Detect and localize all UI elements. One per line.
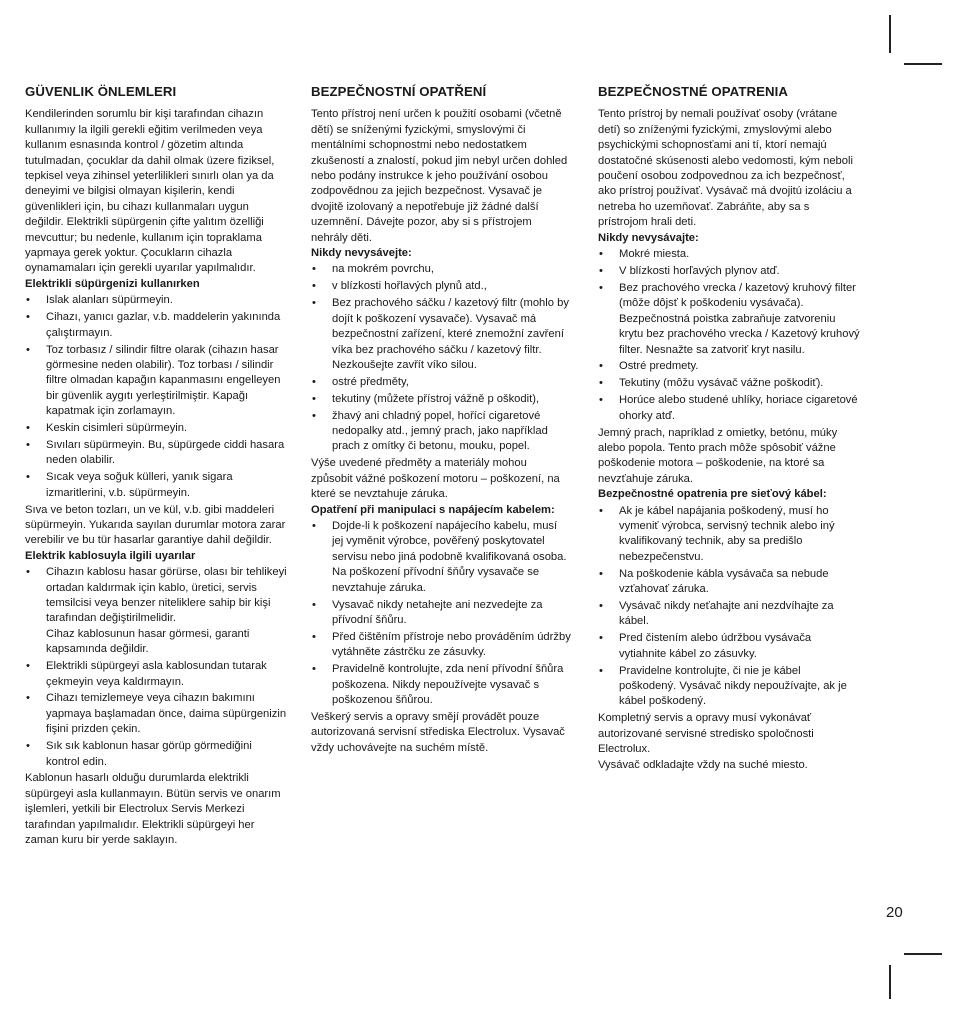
list-item-text: • Dojde-li k poškození napájecího kabelu, musí jej vyměnit výrobce, pověřený poskytovatel servisu nebo jiná podobně kvalifikovaná osoba. [332, 519, 567, 563]
list-item [25, 438, 287, 469]
list-item-text: • Mokré miesta. [619, 248, 690, 261]
paragraph: Sıva ve beton tozları, un ve kül, v.b. gibi maddeleri süpürmeyin. Yukarıda sayılan durumlar motora zarar verebilir ve bu tür hasarlar garantiye dahil değildir. [25, 503, 286, 547]
paragraph: Výše uvedené předměty a materiály mohou způsobit vážné poškození motoru – poškození, na které se nevztahuje záruka. [311, 457, 560, 501]
paragraph: Jemný prach, napríklad z omietky, betónu, múky alebo popola. Tento prach môže spôsobiť vážne poškodenie motora – poškodenie, na ktoré sa nevzťahuje záruka. [598, 426, 838, 485]
paragraph: Tento prístroj by nemali používať osoby (vrátane detí) so zníženými fyzickými, zmyslovými alebo psychickými schopnosťami ani tí, ktorí nemajú dostatočné skúsenosti alebo vedomosti, kým neboli poučení osobou zodpovednou za ich bezpečnosť, ako prístroj používať. Vysávač má dvojitú izoláciu a netreba ho uzemňovať. Zabráňte, aby sa s prístrojom hrali deti. [598, 108, 853, 229]
list-item-text: • žhavý ani chladný popel, hořící cigaretové nedopalky atd., jemný prach, jako například prach z omítky či betonu, mouku, popel. [332, 409, 548, 453]
list-item-text: • Vysávač nikdy neťahajte ani nezdvíhajte za kábel. [619, 600, 834, 628]
list-item-text: • Pred čistením alebo údržbou vysávača vytiahnite kábel zo zásuvky. [619, 632, 812, 660]
list-item-text: Cihaz kablosunun hasar görmesi, garanti kapsamında değildir. [46, 627, 250, 656]
list-item [311, 262, 571, 277]
list-item-text: • tekutiny (můžete přístroj vážně p oškodit), [332, 392, 540, 405]
bullet-list [311, 262, 571, 454]
list-item [311, 279, 571, 294]
subheading: Nikdy nevysávejte: [311, 247, 412, 260]
list-item [311, 519, 571, 596]
list-item [598, 264, 860, 279]
bullet-list [598, 247, 860, 424]
list-item-text: • Ak je kábel napájania poškodený, musí ho vymeniť výrobca, servisný technik alebo iný kvalifikovaný technik, aby sa predišlo nebezpečenstvu. [619, 504, 835, 563]
subheading: Elektrikli süpürgenizi kullanırken [25, 277, 200, 290]
list-item-text: • Vysavač nikdy netahejte ani nezvedejte za přívodní šňůru. [332, 598, 543, 626]
paragraph: Vysávač odkladajte vždy na suché miesto. [598, 758, 808, 771]
list-item [311, 662, 571, 708]
bullet-list [311, 519, 571, 708]
list-item [25, 565, 287, 657]
list-item [25, 691, 287, 737]
section-title: BEZPEČNOSTNÉ OPATRENIA [598, 84, 789, 99]
list-item [311, 630, 571, 661]
list-item-text: • Tekutiny (môžu vysávač vážne poškodiť). [619, 377, 824, 390]
list-item [311, 598, 571, 629]
list-item [311, 296, 571, 373]
crop-mark-top-horizontal [904, 63, 942, 65]
list-item [598, 567, 860, 598]
subheading: Elektrik kablosuyla ilgili uyarılar [25, 549, 196, 562]
list-item-text: Nezkoušejte zavřít víko silou. [332, 358, 477, 371]
list-item [598, 376, 860, 391]
list-item [25, 293, 287, 308]
list-item [598, 359, 860, 374]
subheading: Opatření při manipulaci s napájecím kabelem: [311, 503, 555, 516]
list-item-text: • Sık sık kablonun hasar görüp görmediğini kontrol edin. [46, 740, 252, 768]
list-item [598, 599, 860, 630]
list-item-text: Na poškození přívodní šňůry vysavače se nevztahuje záruka. [332, 566, 540, 594]
list-item-text: • Islak alanları süpürmeyin. [46, 294, 173, 307]
section-title: GÜVENLIK ÖNLEMLERI [25, 84, 177, 99]
bullet-list [598, 504, 860, 710]
list-item-text: • Cihazı, yanıcı gazlar, v.b. maddelerin yakınında çalıştırmayın. [46, 311, 281, 339]
list-item [598, 664, 860, 710]
section-title: BEZPEČNOSTNÍ OPATŘENÍ [311, 84, 487, 99]
list-item-text: • Cihazı temizlemeye veya cihazın bakımını yapmaya başlamadan önce, daima süpürgenizin fişini prizden çekin. [46, 692, 287, 736]
bullet-list [25, 293, 287, 501]
list-item-text: • Elektrikli süpürgeyi asla kablosundan tutarak çekmeyin veya kaldırmayın. [46, 660, 267, 688]
list-item-text: • Toz torbasız / silindir filtre olarak (cihazın hasar görmesine neden olabilir). Toz torbası / silindir filtre olmadan kapağın kapanmasını engelleyen bir güvenlik aygıtı yerleştirilmiştir. Kapağı kapatmak için zorlamayın. [46, 343, 281, 418]
list-item-text: • Bez prachového vrecka / kazetový kruhový filter (môže dôjsť k poškodeniu vysávača). Bezpečnostná poistka zabraňuje zatvoreniu krytu bez prachového vrecka / Kazetový kruhový filter. Nesnažte sa zatvoriť kryt nasilu. [619, 281, 860, 356]
list-item [25, 739, 287, 770]
column-turkish [25, 84, 287, 849]
crop-mark-top-vertical [889, 15, 891, 53]
list-item-text: • Bez prachového sáčku / kazetový filtr (mohlo by dojít k poškození vysavače). Vysavač má bezpečnostní zařízení, které znemožní zavření víka bez prachového sáčku / kazetový filtr. [332, 297, 569, 356]
list-item [25, 310, 287, 341]
list-item-text: • Sıcak veya soğuk külleri, yanık sigara izmaritlerini, v.b. süpürmeyin. [46, 471, 233, 499]
list-item [598, 281, 860, 358]
list-item [311, 375, 571, 390]
list-item-text: • na mokrém povrchu, [332, 263, 434, 276]
list-item [25, 470, 287, 501]
list-item-text: • Na poškodenie kábla vysávača sa nebude vzťahovať záruka. [619, 567, 829, 596]
list-item-text: • Pravidelně kontrolujte, zda není přívodní šňůra poškozena. Nikdy nepoužívejte vysavač s poškozenou šňůrou. [332, 663, 564, 706]
subheading: Bezpečnostné opatrenia pre sieťový kábel: [598, 488, 827, 501]
list-item-text: • Keskin cisimleri süpürmeyin. [46, 422, 188, 435]
crop-mark-bottom-vertical [889, 965, 891, 999]
list-item-text: • Pravidelne kontrolujte, či nie je kábel poškodený. Vysávač nikdy nepoužívajte, ak je kábel poškodený. [619, 664, 847, 708]
list-item [598, 631, 860, 662]
subheading: Nikdy nevysávajte: [598, 231, 699, 244]
list-item-text: • v blízkosti hořlavých plynů atd., [332, 280, 487, 293]
paragraph: Veškerý servis a opravy smějí provádět pouze autorizovaná servisní střediska Electrolux. Vysavač vždy uchovávejte na suchém místě. [311, 710, 565, 754]
list-item [25, 421, 287, 436]
list-item [25, 659, 287, 690]
paragraph: Kablonun hasarlı olduğu durumlarda elektrikli süpürgeyi asla kullanmayın. Bütün servis ve onarım işlemleri, yetkili bir Electrolux Servis Merkezi tarafından yapılmalıdır. Elektrikli süpürgeyi her zaman kuru bir yerde saklayın. [25, 772, 281, 847]
crop-mark-bottom-horizontal [904, 953, 942, 955]
list-item-text: • ostré předměty, [332, 375, 409, 388]
list-item [598, 247, 860, 262]
list-item-text: • Sıvıları süpürmeyin. Bu, süpürgede ciddi hasara neden olabilir. [46, 438, 285, 467]
list-item-text: • Ostré predmety. [619, 360, 699, 373]
paragraph: Tento přístroj není určen k použití osobami (včetně dětí) se sníženými fyzickými, smyslovými či mentálními schopnostmi nebo nedostatkem zkušeností a znalostí, pokud jim nebyl určen dohled nebo podány instrukce k jeho používání osobou zodpovědnou za jejich bezpečnost. Vysavač je dvojitě izolovaný a nepotřebuje již žádné další uzemnění. Dávejte pozor, aby si s přístrojem nehrály děti. [311, 108, 568, 244]
paragraph: Kompletný servis a opravy musí vykonávať autorizované servisné stredisko spoločnosti Electrolux. [598, 712, 814, 756]
list-item [311, 409, 571, 455]
list-item [598, 393, 860, 424]
list-item [311, 392, 571, 407]
list-item-text: • Před čištěním přístroje nebo prováděním údržby vytáhněte zástrčku ze zásuvky. [332, 630, 571, 659]
page-number: 20 [886, 904, 903, 921]
column-czech [311, 84, 571, 756]
list-item-text: • Cihazın kablosu hasar görürse, olası bir tehlikeyi ortadan kaldırmak için kablo, üretici, servis temsilcisi veya benzer niteliklere sahip bir kişi tarafından değiştirilmelidir. [46, 566, 287, 625]
column-slovak [598, 84, 860, 773]
list-item [598, 504, 860, 566]
list-item-text: • Horúce alebo studené uhlíky, horiace cigaretové ohorky atď. [619, 394, 858, 422]
list-item-text: • V blízkosti horľavých plynov atď. [619, 264, 780, 277]
list-item [25, 343, 287, 420]
bullet-list [25, 565, 287, 770]
paragraph: Kendilerinden sorumlu bir kişi tarafından cihazın kullanımıy la ilgili gerekli eğitim verilmeden veya kullanım esnasında kontrol / gözetim altında tutulmadan, çocuklar da dahil olmak üzere fiziksel, tepkisel veya zihinsel yeterlilikleri sınırlı olan ya da deneyimi ve bilgisi olmayan kişilerin, kendi güvenlikleri için, bu cihazı kullanmaları uygun değildir. Elektrikli süpürgenin çifte yalıtım özelliği mevcuttur; bu nedenle, kullanım için topraklama yapmaya gerek yoktur. Çocukların cihazla oynamamaları için gerekli uyarılar yapılmalıdır. [25, 108, 275, 275]
